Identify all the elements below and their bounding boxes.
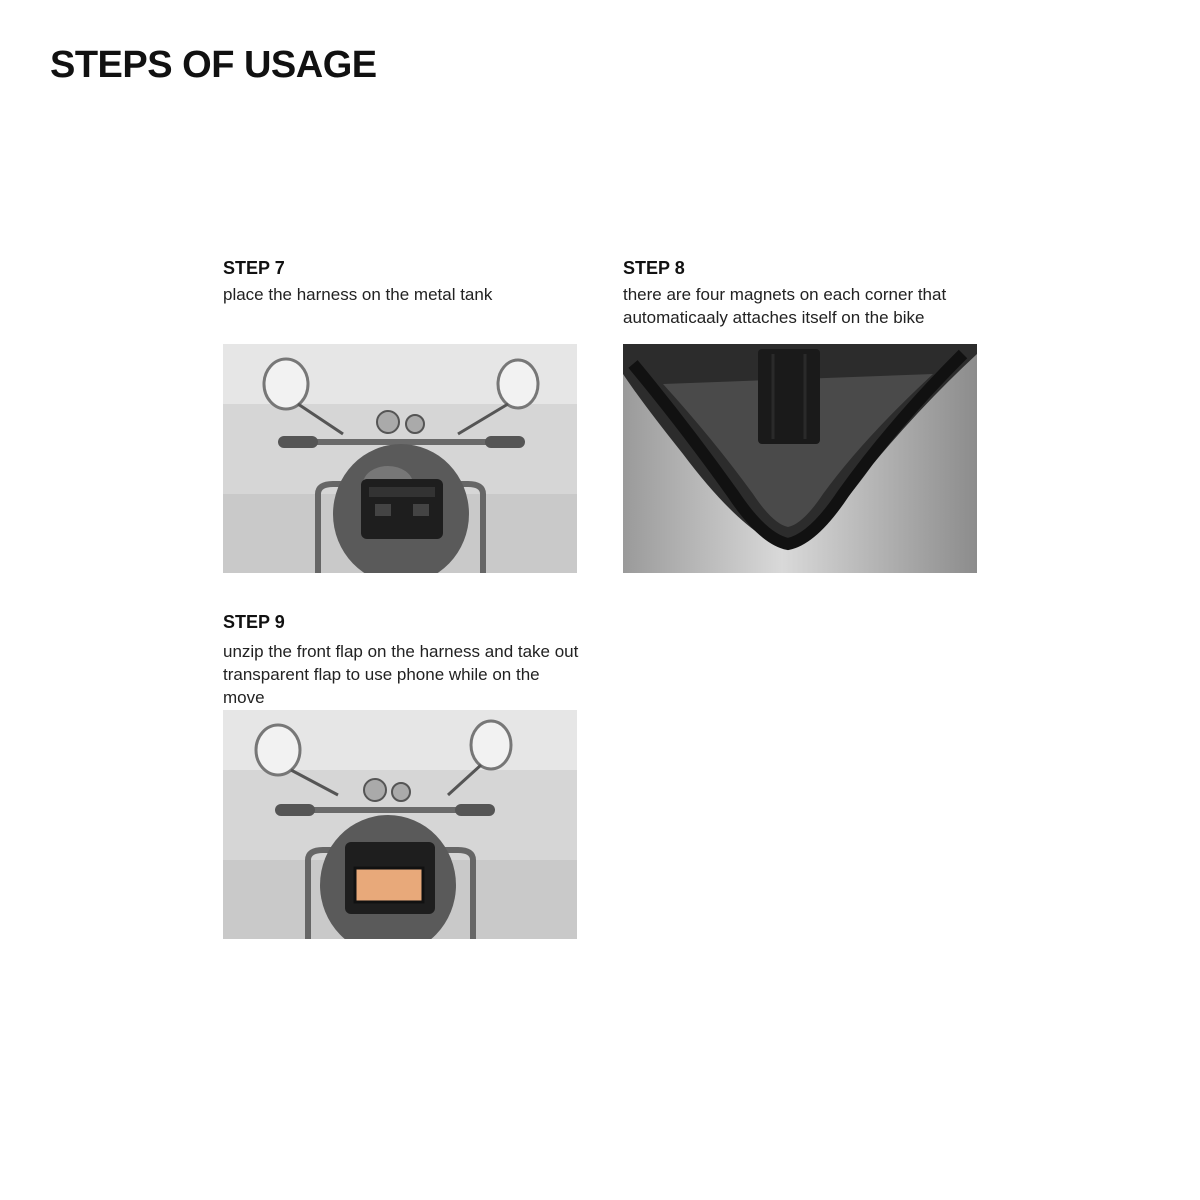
step-9-description: unzip the front flap on the harness and take out transparent flap to use phone while on the move — [223, 642, 579, 707]
step-7-photo — [223, 344, 577, 573]
step-8-heading: STEP 8 — [623, 258, 685, 278]
motorcycle-harness-icon — [223, 344, 577, 573]
magnet-corner-icon — [623, 344, 977, 573]
step-7-description: place the harness on the metal tank — [223, 285, 493, 304]
step-8-photo — [623, 344, 977, 573]
step-7-heading: STEP 7 — [223, 258, 285, 278]
step-8-description: there are four magnets on each corner that automaticaaly attaches itself on the bike — [623, 285, 947, 327]
transparent-flap-icon — [223, 710, 577, 939]
step-9-heading: STEP 9 — [223, 612, 285, 632]
step-9-photo — [223, 710, 577, 939]
page-title: STEPS OF USAGE — [50, 44, 377, 86]
